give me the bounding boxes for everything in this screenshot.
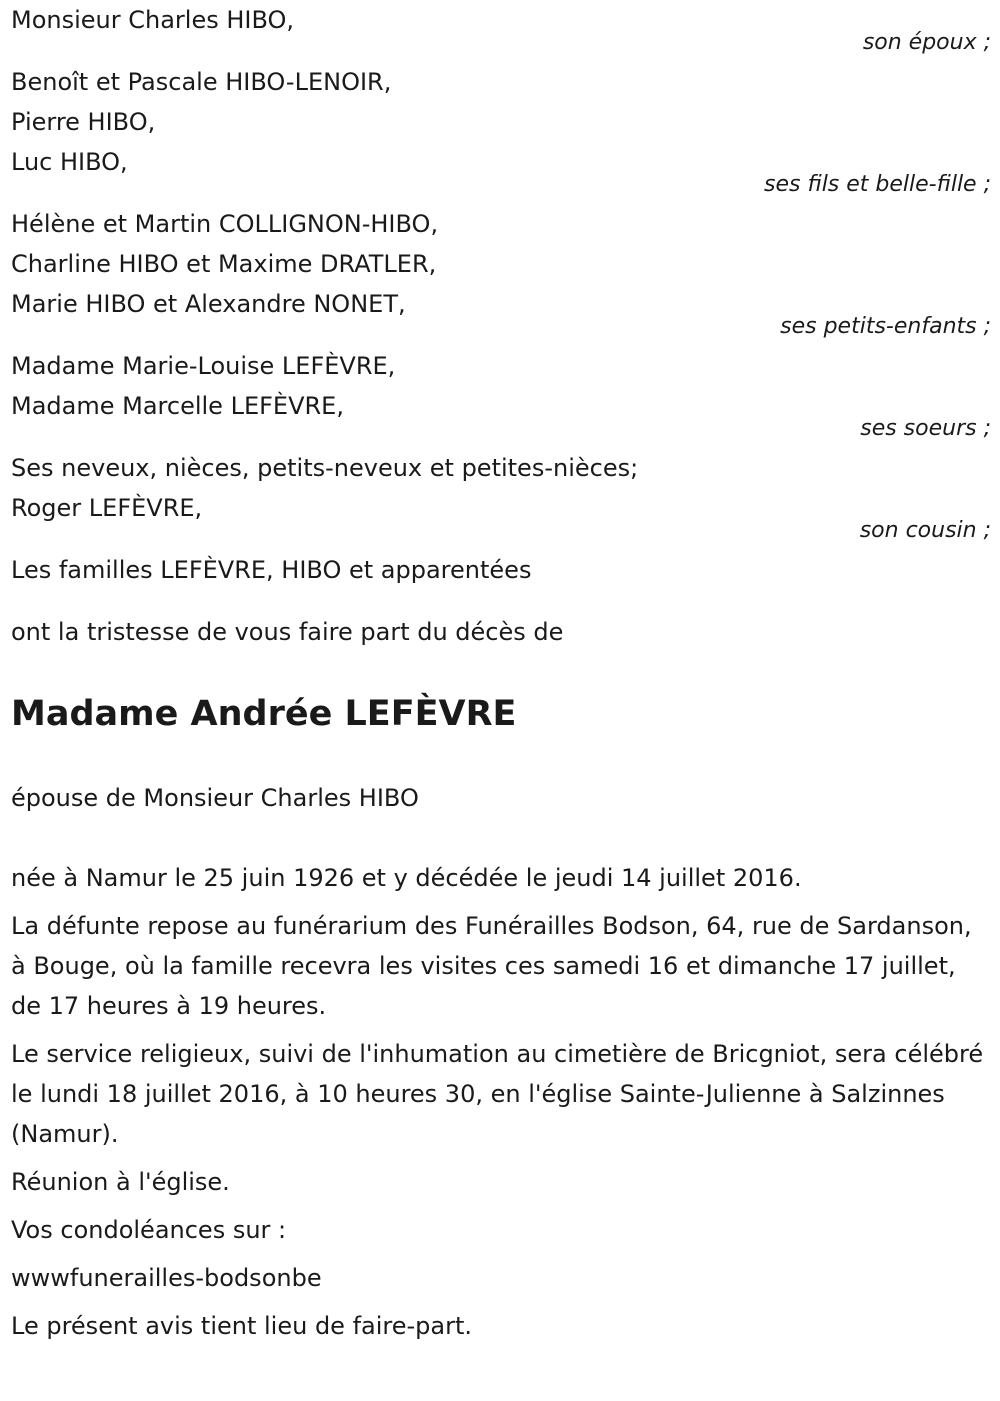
spouse-line: épouse de Monsieur Charles HIBO [11,784,419,812]
obituary-notice [11,0,991,1346]
funerarium-paragraph: La défunte repose au funérarium des Funérailles Bodson, 64, rue de Sardanson, à Bouge, où la famille recevra les visites ces samedi 16 et dimanche 17 juillet, de 17 heures à 19 heures. [11,912,972,1020]
relation-label: ses fils et belle-fille ; [764,172,991,197]
family-member-line: Hélène et Martin COLLIGNON-HIBO, [11,210,439,238]
family-member-line: Monsieur Charles HIBO, [11,6,295,34]
family-member-line: Marie HIBO et Alexandre NONET, [11,290,406,318]
service-paragraph: Le service religieux, suivi de l'inhumation au cimetière de Bricgniot, sera célébré le lundi 18 juillet 2016, à 10 heures 30, en l'église Sainte-Julienne à Salzinnes (Namur). [11,1040,984,1148]
relation-label: son cousin ; [859,518,991,543]
birth-death-line: née à Namur le 25 juin 1926 et y décédée le jeudi 14 juillet 2016. [11,864,802,892]
family-member-line: Charline HIBO et Maxime DRATLER, [11,250,437,278]
family-member-line: Pierre HIBO, [11,108,156,136]
family-member-line: Madame Marcelle LEFÈVRE, [11,392,344,420]
family-member-line: Luc HIBO, [11,148,128,176]
deceased-name: Madame Andrée LEFÈVRE [11,694,517,734]
family-member-line: Ses neveux, nièces, petits-neveux et petites-nièces; [11,454,639,482]
family-group-sisters [11,346,991,446]
family-group-spouse [11,0,991,60]
family-group-grandchildren [11,204,991,344]
family-group-children [11,62,991,202]
family-member-line: Benoît et Pascale HIBO-LENOIR, [11,68,392,96]
condolences-website: wwwfunerailles-bodsonbe [11,1264,322,1292]
family-group-cousin [11,448,991,548]
notice-footer: Le présent avis tient lieu de faire-part. [11,1312,473,1340]
gathering-paragraph: Réunion à l'église. [11,1168,230,1196]
families-line: Les familles LEFÈVRE, HIBO et apparentées [11,556,532,584]
family-member-line: Roger LEFÈVRE, [11,494,203,522]
announcement-intro: ont la tristesse de vous faire part du décès de [11,618,564,646]
family-member-line: Madame Marie-Louise LEFÈVRE, [11,352,396,380]
relation-label: ses soeurs ; [860,416,991,441]
relation-label: son époux ; [862,30,991,55]
condolences-label: Vos condoléances sur : [11,1216,287,1244]
relation-label: ses petits-enfants ; [780,314,991,339]
